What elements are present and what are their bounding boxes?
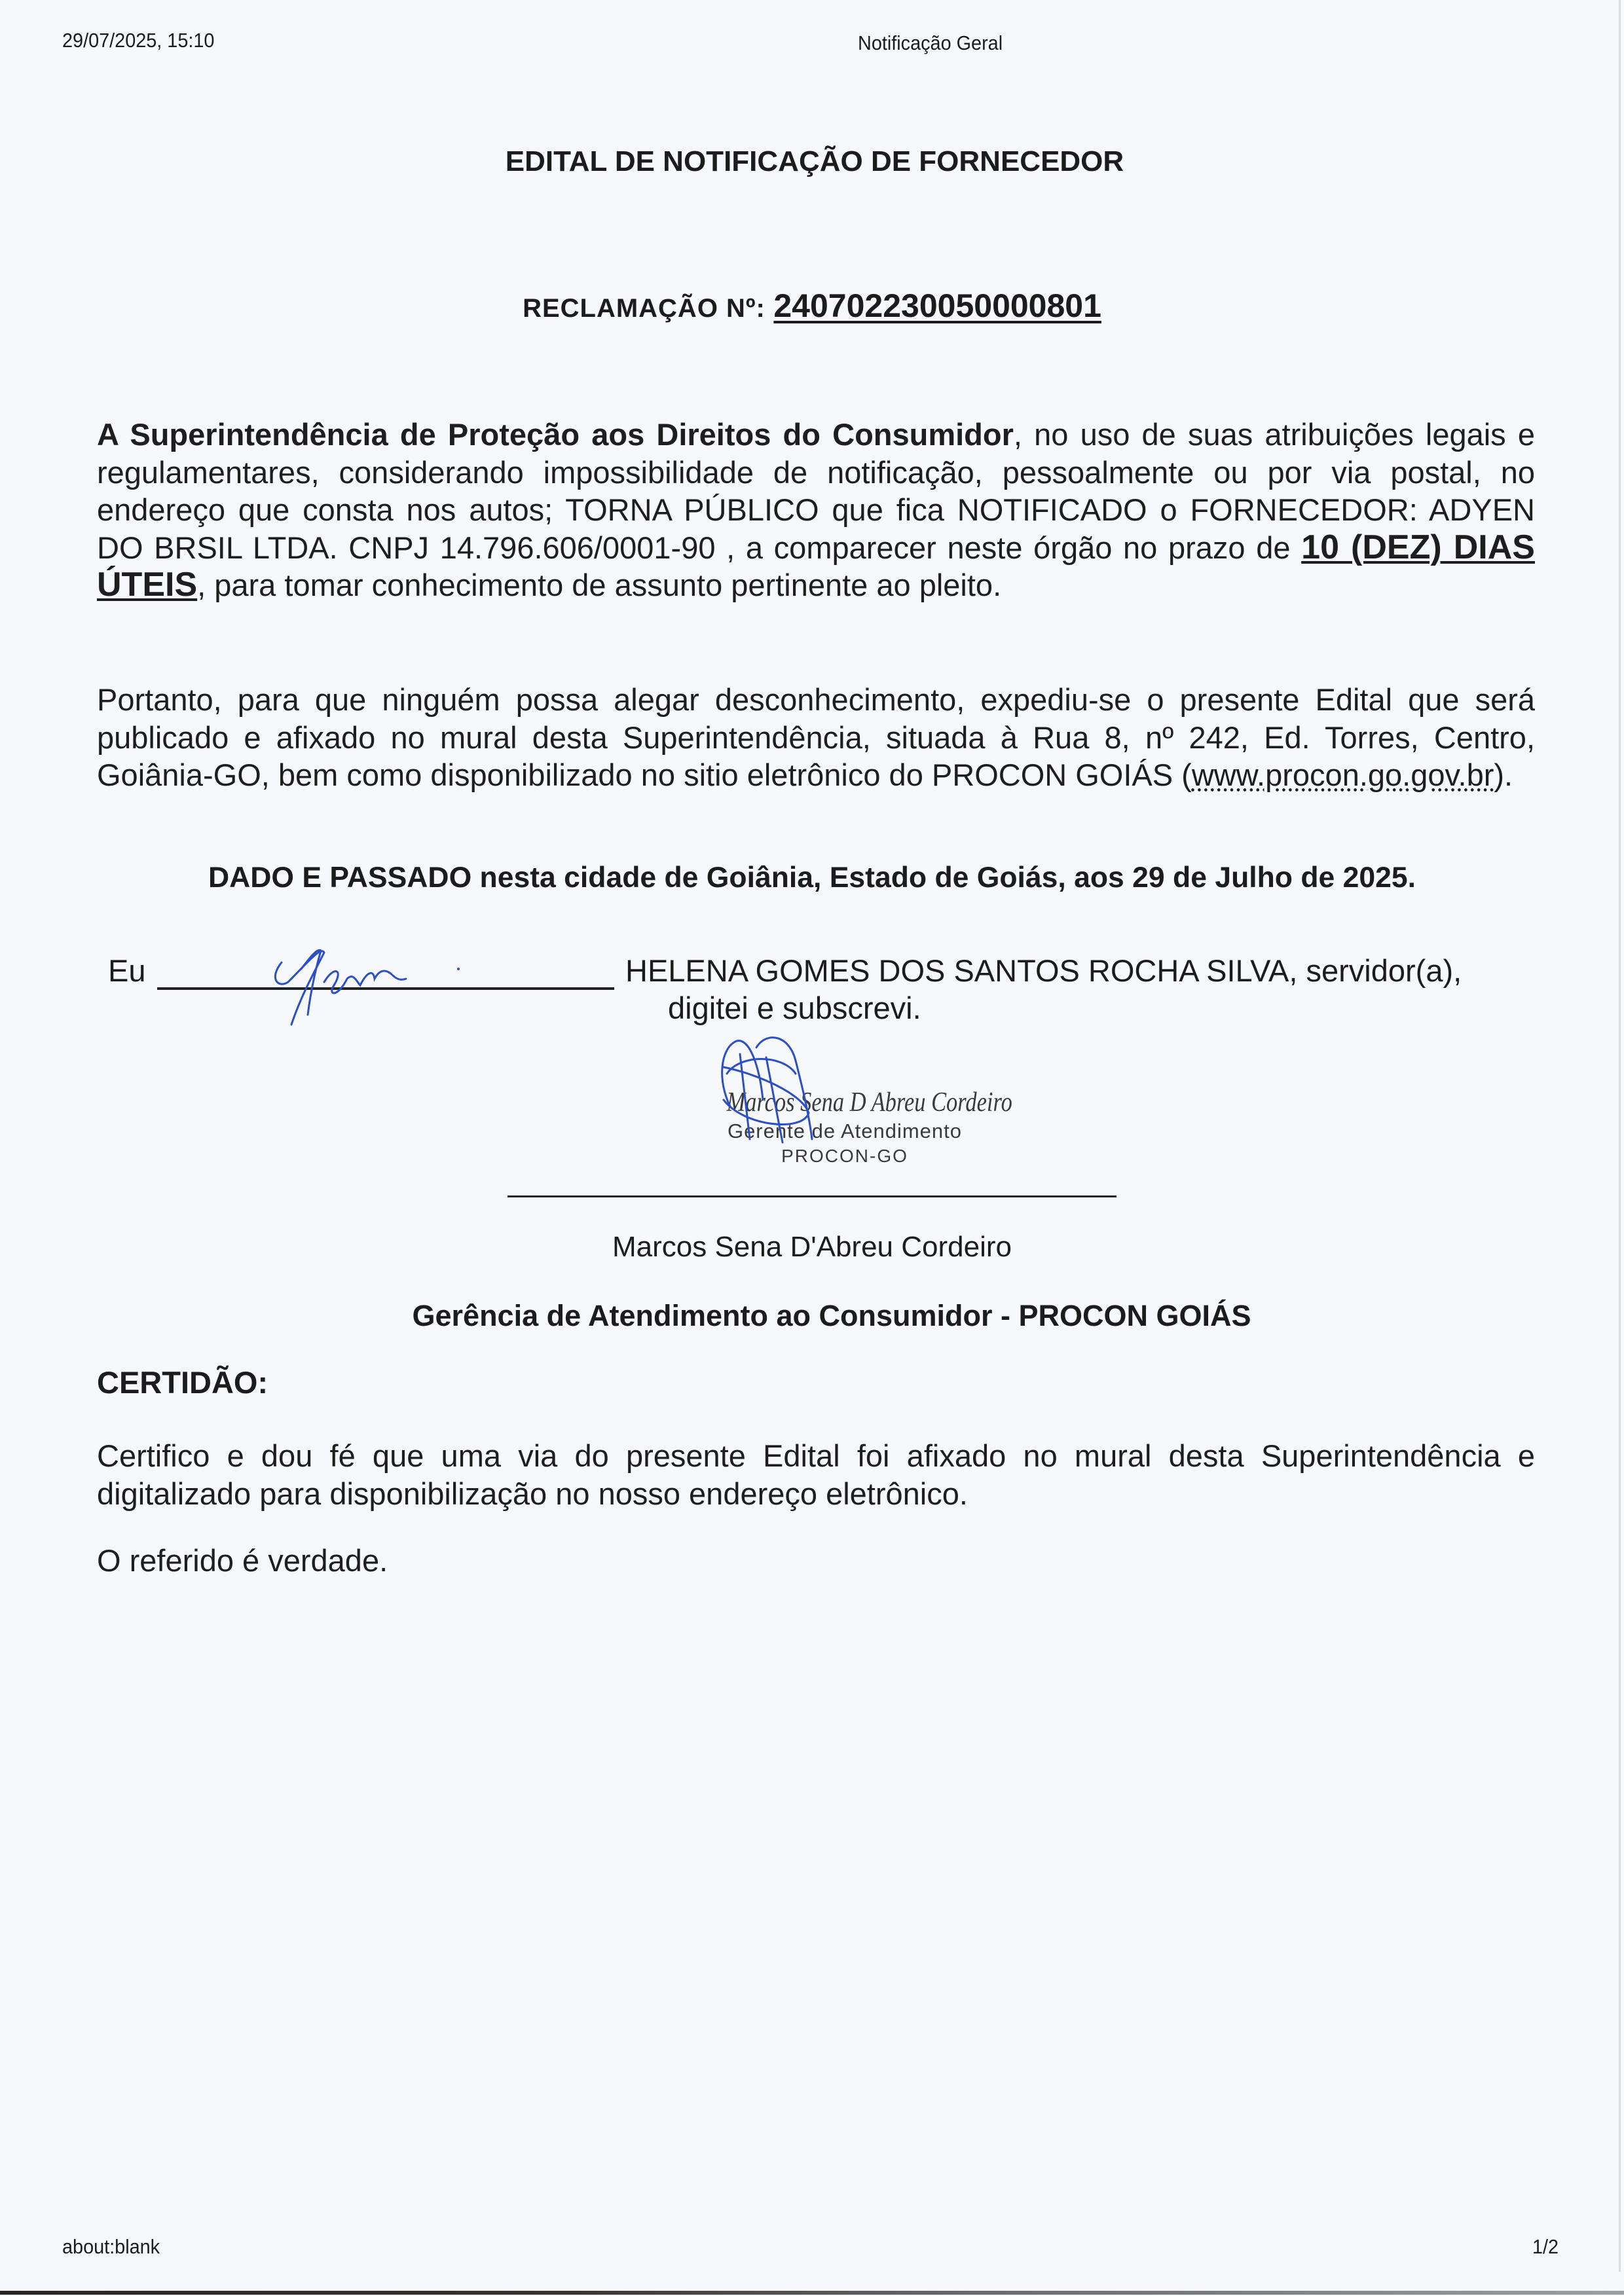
certidao-heading: CERTIDÃO: — [97, 1365, 268, 1400]
servidor-name: HELENA GOMES DOS SANTOS ROCHA SILVA, servidor(a), — [625, 953, 1462, 988]
closing-statement: O referido é verdade. — [97, 1543, 388, 1578]
dado-passado-bold: DADO E PASSADO — [208, 862, 472, 894]
signature-line-manager — [507, 1195, 1116, 1197]
eu-label: Eu — [108, 953, 146, 988]
complaint-number: 240702230050000801 — [773, 287, 1101, 324]
publication-paragraph — [97, 681, 1535, 794]
notification-text-end: , para tomar conhecimento de assunto pertinente ao pleito. — [197, 568, 1002, 602]
deadline: 10 (DEZ) DIAS ÚTEIS — [97, 528, 1535, 604]
department-name-text: Gerência de Atendimento ao Consumidor - PROCON GOIÁS — [412, 1299, 1251, 1332]
document-title — [0, 145, 1624, 178]
print-page-title: Notificação Geral — [858, 31, 1003, 54]
handwritten-signature-marcos — [704, 1028, 855, 1152]
certidao-paragraph: Certifico e dou fé que uma via do presente Edital foi afixado no mural desta Superintendência e digitalizado para disponibilização no nosso endereço eletrônico. — [97, 1438, 1535, 1511]
print-url: about:blank — [62, 2235, 160, 2258]
notification-text: , no uso de suas atribuições legais e regulamentares, considerando impossibilidade de notificação, pessoalmente ou por via postal, no endereço que consta nos autos; TORNA PÚBLICO que fica NOTIFICADO o FORNECEDOR: ADYEN DO BRSIL LTDA. CNPJ 14.796.606/0001-90 , a comparecer neste órgão no prazo de — [97, 417, 1535, 565]
procon-website-link[interactable]: www.procon.go.gov.br — [1191, 757, 1494, 792]
dado-passado-line — [0, 862, 1624, 894]
notification-paragraph — [97, 416, 1535, 604]
print-page-number: 1/2 — [1532, 2235, 1559, 2258]
publication-text: Portanto, para que ninguém possa alegar desconhecimento, expediu-se o presente Edital que será publicado e afixado no mural desta Superintendência, situada à Rua 8, nº 242, Ed. Torres, Centro, Goiânia-GO, bem como disponibilizado no sitio eletrônico do PROCON GOIÁS ( — [97, 682, 1535, 792]
publication-text-end: ). — [1494, 757, 1513, 792]
stamp-name: Marcos Sena D Abreu Cordeiro — [726, 1087, 1012, 1118]
handwritten-signature-helena — [262, 943, 511, 1028]
issuing-authority: A Superintendência de Proteção aos Direitos do Consumidor — [97, 417, 1014, 452]
stamp-org: PROCON-GO — [781, 1146, 908, 1166]
document-title-text: EDITAL DE NOTIFICAÇÃO DE FORNECEDOR — [505, 145, 1124, 177]
signatory-name-text: Marcos Sena D'Abreu Cordeiro — [612, 1231, 1012, 1263]
complaint-label: RECLAMAÇÃO Nº: — [523, 294, 766, 323]
signatory-name — [0, 1231, 1624, 1264]
department-name — [0, 1299, 1624, 1333]
complaint-number-line — [0, 287, 1624, 325]
stamp-role: Gerente de Atendimento — [727, 1120, 963, 1142]
dado-passado-text: nesta cidade de Goiânia, Estado de Goiás, aos 29 de Julho de 2025. — [471, 862, 1416, 894]
print-datetime: 29/07/2025, 15:10 — [62, 29, 215, 52]
scan-edge-bottom — [0, 2291, 1624, 2295]
scan-edge-right — [1619, 0, 1621, 2272]
digitei-subscrevi: digitei e subscrevi. — [668, 991, 921, 1025]
